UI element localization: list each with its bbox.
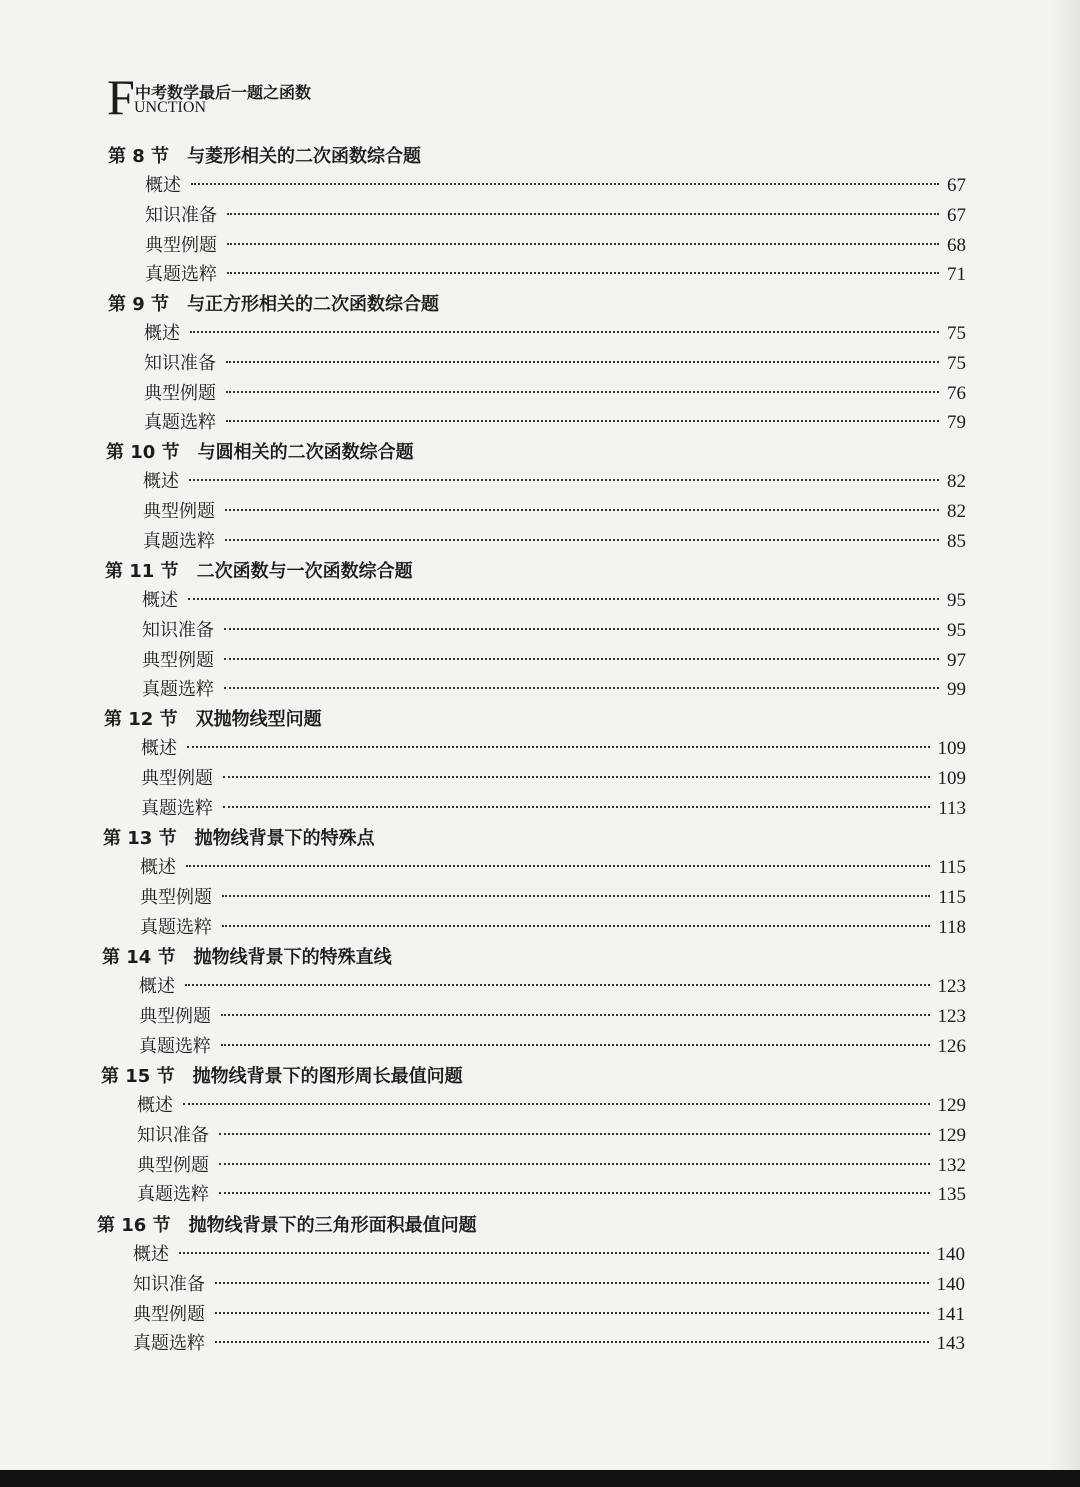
section-number: 第 13 节 — [103, 828, 177, 849]
dot-leader — [185, 984, 930, 986]
dot-leader — [189, 479, 939, 481]
toc-entry[interactable] — [137, 1091, 966, 1115]
entry-label: 典型例题 — [139, 1005, 211, 1027]
section-title: 二次函数与一次函数综合题 — [196, 561, 413, 582]
dot-leader — [221, 1044, 930, 1046]
entry-label: 概述 — [140, 857, 176, 878]
toc-entry[interactable] — [142, 586, 966, 610]
entry-label: 典型例题 — [141, 767, 213, 789]
toc-section-heading[interactable] — [105, 557, 413, 583]
entry-label: 知识准备 — [145, 204, 217, 226]
entry-page-number: 76 — [947, 382, 966, 404]
entry-label: 真题选粹 — [133, 1333, 205, 1355]
section-title: 双抛物线型问题 — [195, 709, 322, 730]
entry-page-number: 123 — [937, 1005, 966, 1027]
section-number: 第 9 节 — [108, 294, 170, 315]
entry-label: 真题选粹 — [145, 264, 217, 286]
dot-leader — [222, 895, 930, 897]
toc-entry[interactable] — [133, 1329, 965, 1353]
entry-label: 真题选粹 — [144, 412, 216, 434]
entry-page-number: 140 — [936, 1244, 965, 1265]
dot-leader — [187, 746, 930, 748]
dot-leader — [179, 1252, 929, 1254]
entry-label: 概述 — [133, 1244, 169, 1265]
entry-label: 真题选粹 — [139, 1035, 211, 1057]
entry-page-number: 123 — [937, 976, 966, 997]
dot-leader — [215, 1341, 929, 1343]
toc-entry[interactable] — [143, 497, 966, 521]
dot-leader — [225, 509, 939, 511]
toc-entry[interactable] — [141, 794, 966, 818]
toc-entry[interactable] — [142, 646, 966, 670]
toc-entry[interactable] — [144, 319, 966, 343]
section-title: 抛物线背景下的三角形面积最值问题 — [188, 1215, 477, 1236]
entry-page-number: 135 — [937, 1184, 966, 1206]
dot-leader — [215, 1282, 929, 1284]
toc-entry[interactable] — [140, 883, 966, 907]
dot-leader — [191, 183, 939, 185]
entry-label: 真题选粹 — [142, 679, 214, 701]
entry-page-number: 95 — [947, 619, 966, 641]
entry-label: 典型例题 — [137, 1154, 209, 1176]
entry-page-number: 75 — [947, 352, 966, 374]
entry-label: 真题选粹 — [137, 1184, 209, 1206]
toc-entry[interactable] — [144, 379, 966, 403]
toc-entry[interactable] — [142, 675, 966, 699]
entry-page-number: 109 — [937, 738, 966, 759]
toc-entry[interactable] — [137, 1151, 966, 1175]
toc-section-heading[interactable] — [97, 1211, 477, 1237]
toc-entry[interactable] — [145, 171, 966, 195]
toc-section-heading[interactable] — [101, 1062, 463, 1088]
entry-label: 典型例题 — [143, 500, 215, 522]
entry-label: 真题选粹 — [141, 797, 213, 819]
section-number: 第 11 节 — [105, 561, 179, 582]
header-subtitle: UNCTION — [134, 99, 206, 116]
toc-entry[interactable] — [139, 1032, 966, 1056]
section-number: 第 15 节 — [101, 1066, 175, 1087]
entry-page-number: 115 — [938, 857, 966, 878]
dot-leader — [222, 925, 930, 927]
entry-label: 典型例题 — [145, 234, 217, 256]
entry-label: 概述 — [142, 590, 178, 611]
toc-entry[interactable] — [139, 972, 966, 996]
dot-leader — [226, 391, 939, 393]
header-initial-letter: F — [107, 69, 135, 125]
entry-page-number: 97 — [947, 649, 966, 671]
entry-page-number: 141 — [936, 1303, 965, 1325]
entry-page-number: 82 — [947, 471, 966, 492]
toc-entry[interactable] — [141, 764, 966, 788]
page-edge-shadow — [1050, 0, 1080, 1487]
section-number: 第 10 节 — [106, 442, 180, 463]
toc-entry[interactable] — [137, 1121, 966, 1145]
dot-leader — [226, 420, 939, 422]
toc-entry[interactable] — [139, 1002, 966, 1026]
toc-entry[interactable] — [145, 260, 966, 284]
toc-entry[interactable] — [133, 1270, 965, 1294]
entry-label: 概述 — [137, 1095, 173, 1116]
dot-leader — [188, 598, 939, 600]
toc-entry[interactable] — [133, 1300, 965, 1324]
section-number: 第 12 节 — [104, 709, 178, 730]
entry-label: 知识准备 — [133, 1273, 205, 1295]
dot-leader — [215, 1312, 929, 1314]
toc-section-heading[interactable] — [108, 142, 421, 168]
dot-leader — [224, 687, 939, 689]
entry-page-number: 75 — [947, 323, 966, 344]
entry-page-number: 132 — [937, 1154, 966, 1176]
section-number: 第 16 节 — [97, 1215, 171, 1236]
dot-leader — [183, 1103, 930, 1105]
toc-section-heading[interactable] — [106, 438, 414, 464]
entry-page-number: 68 — [947, 234, 966, 256]
toc-entry[interactable] — [141, 734, 966, 758]
dot-leader — [219, 1133, 930, 1135]
entry-label: 典型例题 — [144, 382, 216, 404]
entry-label: 真题选粹 — [143, 530, 215, 552]
entry-label: 知识准备 — [144, 352, 216, 374]
dot-leader — [227, 243, 939, 245]
section-number: 第 14 节 — [102, 947, 176, 968]
toc-entry[interactable] — [137, 1180, 966, 1204]
entry-label: 知识准备 — [137, 1124, 209, 1146]
entry-page-number: 113 — [938, 797, 966, 819]
dot-leader — [223, 776, 930, 778]
entry-page-number: 143 — [936, 1333, 965, 1355]
toc-entry[interactable] — [142, 616, 966, 640]
toc-entry[interactable] — [140, 853, 966, 877]
entry-label: 典型例题 — [142, 649, 214, 671]
entry-page-number: 95 — [947, 590, 966, 611]
toc-entry[interactable] — [140, 913, 966, 937]
entry-page-number: 115 — [938, 886, 966, 908]
header-book-title: 中考数学最后一题之函数 — [135, 83, 312, 102]
dot-leader — [221, 1014, 930, 1016]
section-title: 抛物线背景下的图形周长最值问题 — [192, 1066, 463, 1087]
section-title: 抛物线背景下的特殊点 — [194, 828, 375, 849]
dot-leader — [224, 628, 939, 630]
dot-leader — [227, 213, 939, 215]
dot-leader — [223, 806, 930, 808]
toc-entry[interactable] — [144, 349, 966, 373]
entry-page-number: 67 — [947, 175, 966, 196]
entry-page-number: 67 — [947, 204, 966, 226]
entry-page-number: 129 — [937, 1124, 966, 1146]
toc-section-heading[interactable] — [104, 705, 322, 731]
toc-entry[interactable] — [145, 201, 966, 225]
dot-leader — [227, 272, 939, 274]
entry-label: 概述 — [144, 323, 180, 344]
section-number: 第 8 节 — [108, 146, 170, 167]
toc-entry[interactable] — [133, 1240, 965, 1264]
toc-entry[interactable] — [144, 408, 966, 432]
entry-page-number: 109 — [937, 767, 966, 789]
entry-page-number: 82 — [947, 500, 966, 522]
entry-page-number: 118 — [938, 916, 966, 938]
toc-entry[interactable] — [143, 467, 966, 491]
scan-bottom-edge — [0, 1470, 1080, 1487]
entry-page-number: 79 — [947, 412, 966, 434]
dot-leader — [219, 1192, 930, 1194]
section-title: 抛物线背景下的特殊直线 — [193, 947, 392, 968]
dot-leader — [226, 361, 939, 363]
section-title: 与正方形相关的二次函数综合题 — [187, 294, 440, 315]
entry-page-number: 71 — [947, 264, 966, 286]
toc-section-heading[interactable] — [102, 943, 392, 969]
entry-page-number: 140 — [936, 1273, 965, 1295]
dot-leader — [224, 658, 939, 660]
dot-leader — [190, 331, 939, 333]
toc-entry[interactable] — [145, 231, 966, 255]
entry-label: 概述 — [141, 738, 177, 759]
entry-label: 典型例题 — [133, 1303, 205, 1325]
toc-entry[interactable] — [143, 527, 966, 551]
dot-leader — [219, 1163, 930, 1165]
entry-page-number: 99 — [947, 679, 966, 701]
toc-section-heading[interactable] — [108, 290, 439, 316]
entry-page-number: 129 — [937, 1095, 966, 1116]
entry-label: 概述 — [145, 175, 181, 196]
entry-label: 真题选粹 — [140, 916, 212, 938]
section-title: 与菱形相关的二次函数综合题 — [187, 146, 422, 167]
dot-leader — [225, 539, 939, 541]
section-title: 与圆相关的二次函数综合题 — [197, 442, 414, 463]
entry-label: 概述 — [139, 976, 175, 997]
entry-label: 典型例题 — [140, 886, 212, 908]
entry-page-number: 85 — [947, 530, 966, 552]
entry-label: 知识准备 — [142, 619, 214, 641]
entry-label: 概述 — [143, 471, 179, 492]
dot-leader — [186, 865, 930, 867]
toc-section-heading[interactable] — [103, 824, 375, 850]
entry-page-number: 126 — [937, 1035, 966, 1057]
